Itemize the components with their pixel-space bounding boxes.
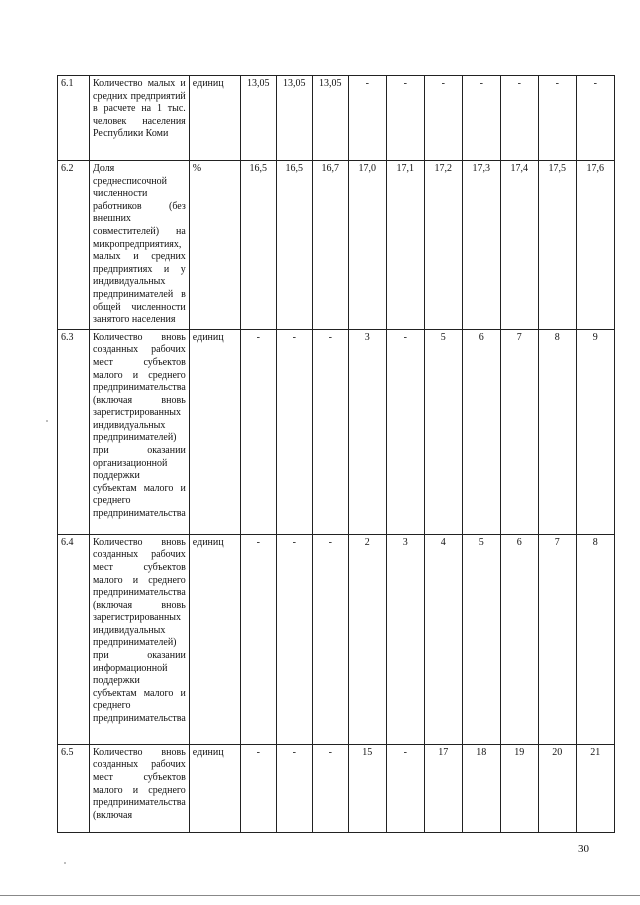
value-cell: -	[240, 534, 276, 744]
value-cell: 2	[348, 534, 386, 744]
row-number: 6.3	[58, 329, 90, 534]
value-cell: 17,3	[462, 161, 500, 330]
scan-edge-line	[0, 895, 640, 896]
value-cell: 13,05	[240, 76, 276, 161]
unit-cell: единиц	[189, 76, 240, 161]
value-cell: -	[424, 76, 462, 161]
value-cell: 17,1	[386, 161, 424, 330]
indicator-description: Количество вновь созданных рабочих мест субъектов малого и среднего предпринимательства (включая	[90, 744, 190, 832]
value-cell: 15	[348, 744, 386, 832]
value-cell: 6	[500, 534, 538, 744]
value-cell: -	[240, 329, 276, 534]
value-cell: -	[312, 744, 348, 832]
value-cell: 13,05	[276, 76, 312, 161]
value-cell: 21	[576, 744, 614, 832]
value-cell: -	[312, 329, 348, 534]
unit-cell: %	[189, 161, 240, 330]
unit-cell: единиц	[189, 534, 240, 744]
unit-cell: единиц	[189, 744, 240, 832]
value-cell: -	[276, 744, 312, 832]
value-cell: 4	[424, 534, 462, 744]
value-cell: -	[500, 76, 538, 161]
value-cell: -	[386, 76, 424, 161]
scan-speck	[64, 862, 66, 864]
value-cell: -	[276, 329, 312, 534]
value-cell: 17,0	[348, 161, 386, 330]
indicator-description: Количество малых и средних предприятий в расчете на 1 тыс. человек населения Республики Коми	[90, 76, 190, 161]
table-row	[58, 744, 615, 832]
value-cell: 5	[462, 534, 500, 744]
value-cell: 20	[538, 744, 576, 832]
value-cell: -	[386, 744, 424, 832]
value-cell: 17,2	[424, 161, 462, 330]
value-cell: 17,6	[576, 161, 614, 330]
scan-speck	[46, 420, 48, 422]
table-row	[58, 534, 615, 744]
row-number: 6.5	[58, 744, 90, 832]
value-cell: 16,5	[240, 161, 276, 330]
value-cell: 8	[538, 329, 576, 534]
unit-cell: единиц	[189, 329, 240, 534]
value-cell: -	[386, 329, 424, 534]
value-cell: 16,5	[276, 161, 312, 330]
value-cell: -	[576, 76, 614, 161]
value-cell: 13,05	[312, 76, 348, 161]
value-cell: 7	[500, 329, 538, 534]
value-cell: 3	[348, 329, 386, 534]
table-row	[58, 329, 615, 534]
row-number: 6.1	[58, 76, 90, 161]
table-row	[58, 76, 615, 161]
value-cell: -	[348, 76, 386, 161]
page-number: 30	[578, 843, 589, 855]
value-cell: 17,4	[500, 161, 538, 330]
indicators-table	[57, 75, 615, 833]
value-cell: 5	[424, 329, 462, 534]
row-number: 6.4	[58, 534, 90, 744]
indicator-description: Доля среднесписочной численности работников (без внешних совместителей) на микропредприятиях, малых и средних предприятиях и у индивидуальных предпринимателей в общей численности занятого населения	[90, 161, 190, 330]
value-cell: 18	[462, 744, 500, 832]
value-cell: 3	[386, 534, 424, 744]
value-cell: -	[276, 534, 312, 744]
value-cell: 8	[576, 534, 614, 744]
value-cell: -	[462, 76, 500, 161]
value-cell: 9	[576, 329, 614, 534]
value-cell: -	[312, 534, 348, 744]
value-cell: 17,5	[538, 161, 576, 330]
value-cell: -	[538, 76, 576, 161]
value-cell: -	[240, 744, 276, 832]
value-cell: 6	[462, 329, 500, 534]
table-row	[58, 161, 615, 330]
value-cell: 7	[538, 534, 576, 744]
row-number: 6.2	[58, 161, 90, 330]
indicator-description: Количество вновь созданных рабочих мест субъектов малого и среднего предпринимательства (включая вновь зарегистрированных индивидуальных предпринимателей) при оказании информационной поддержки субъектам малого и среднего предпринимательства	[90, 534, 190, 744]
indicator-description: Количество вновь созданных рабочих мест субъектов малого и среднего предпринимательства (включая вновь зарегистрированных индивидуальных предпринимателей) при оказании организационной поддержки субъектам малого и среднего предпринимательства	[90, 329, 190, 534]
value-cell: 19	[500, 744, 538, 832]
value-cell: 17	[424, 744, 462, 832]
value-cell: 16,7	[312, 161, 348, 330]
